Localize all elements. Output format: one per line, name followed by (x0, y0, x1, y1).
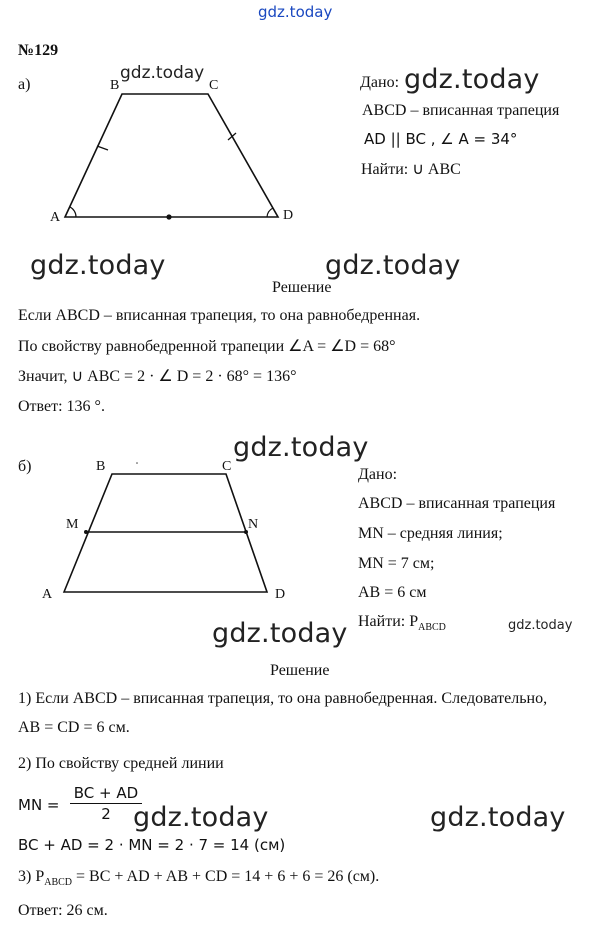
problem-number: №129 (18, 42, 59, 59)
part-b-solution-3: 3) $P_{ABCD}$ = BC + AD + AB + CD = 14 + 6 + 6 = 26 (см). (18, 868, 380, 889)
part-b-solution-title: Решение (270, 662, 330, 679)
vertex-d-label: D (283, 208, 294, 223)
watermark-small: gdz.today (508, 618, 573, 633)
part-a-given-1: ABCD – вписанная трапеция (362, 102, 560, 119)
part-a-marker: а) (18, 76, 31, 93)
watermark-given-a: gdz.today (404, 64, 540, 95)
vertex-m-label: M (66, 517, 79, 532)
part-a-answer: Ответ: 136 °. (18, 398, 105, 415)
part-a-solution-2: По свойству равнобедренной трапеции ∠A = ∠D = 68° (18, 338, 396, 355)
formula-denominator: 2 (101, 805, 111, 823)
part-b-given-title: Дано: (358, 466, 398, 483)
watermark-part-b-2: gdz.today (212, 618, 348, 649)
part-a-given-2: AD || BC , ∠ A = 34° (364, 130, 518, 148)
part-b-solution-1b: AB = CD = 6 см. (18, 719, 130, 736)
vertex-b-label-b: B (96, 459, 106, 474)
part-b-given-4: AB = 6 см (358, 584, 427, 601)
part-b-solution-2: 2) По свойству средней линии (18, 755, 224, 772)
part-a-find: Найти: ∪ ABC (361, 161, 461, 178)
watermark-row-2-right: gdz.today (430, 802, 566, 833)
watermark-row-1-left: gdz.today (30, 250, 166, 281)
vertex-a-label: A (50, 210, 61, 225)
ad-center-dot (166, 214, 171, 219)
vertex-d-label-b: D (275, 587, 286, 602)
vertex-a-label-b: A (42, 587, 53, 602)
angle-d-arc (267, 208, 273, 217)
part-b-find: Найти: $P_{ABCD}$ (358, 613, 446, 634)
tick-cd (228, 133, 236, 140)
watermark-top: gdz.today (258, 3, 333, 21)
part-a-solution-title: Решение (272, 279, 332, 296)
trapezoid-a (65, 94, 278, 217)
formula-numerator: BC + AD (73, 784, 139, 802)
watermark-fig-a: gdz.today (120, 63, 205, 83)
watermark-row-2-left: gdz.today (133, 802, 269, 833)
vertex-c-label: C (209, 78, 219, 93)
stray-dot (136, 462, 138, 464)
part-b-answer: Ответ: 26 см. (18, 902, 108, 919)
formula-fraction (70, 784, 142, 823)
point-m-dot (84, 530, 88, 534)
watermark-part-b: gdz.today (233, 432, 369, 463)
part-a-given-title: Дано: (360, 74, 400, 91)
part-b-marker: б) (18, 458, 32, 475)
part-b-given-3: MN = 7 см; (358, 555, 435, 572)
part-b-solution-1a: 1) Если ABCD – вписанная трапеция, то она равнобедренная. Следовательно, (18, 690, 548, 707)
angle-a-arc (70, 207, 76, 217)
formula-lhs: MN = (18, 796, 60, 814)
part-a-solution-3: Значит, ∪ ABC = 2 · ∠ D = 2 · 68° = 136° (18, 368, 297, 385)
vertex-c-label-b: C (222, 459, 232, 474)
trapezoid-b (64, 474, 267, 592)
tick-ab (97, 146, 108, 150)
part-b-given-1: ABCD – вписанная трапеция (358, 495, 556, 512)
vertex-n-label: N (248, 517, 259, 532)
vertex-b-label: B (110, 78, 120, 93)
part-b-solution-2b: BC + AD = 2 · MN = 2 · 7 = 14 (см) (18, 836, 286, 854)
part-b-given-2: MN – средняя линия; (358, 525, 503, 542)
part-a-solution-1: Если ABCD – вписанная трапеция, то она равнобедренная. (18, 307, 421, 324)
watermark-row-1-right: gdz.today (325, 250, 461, 281)
